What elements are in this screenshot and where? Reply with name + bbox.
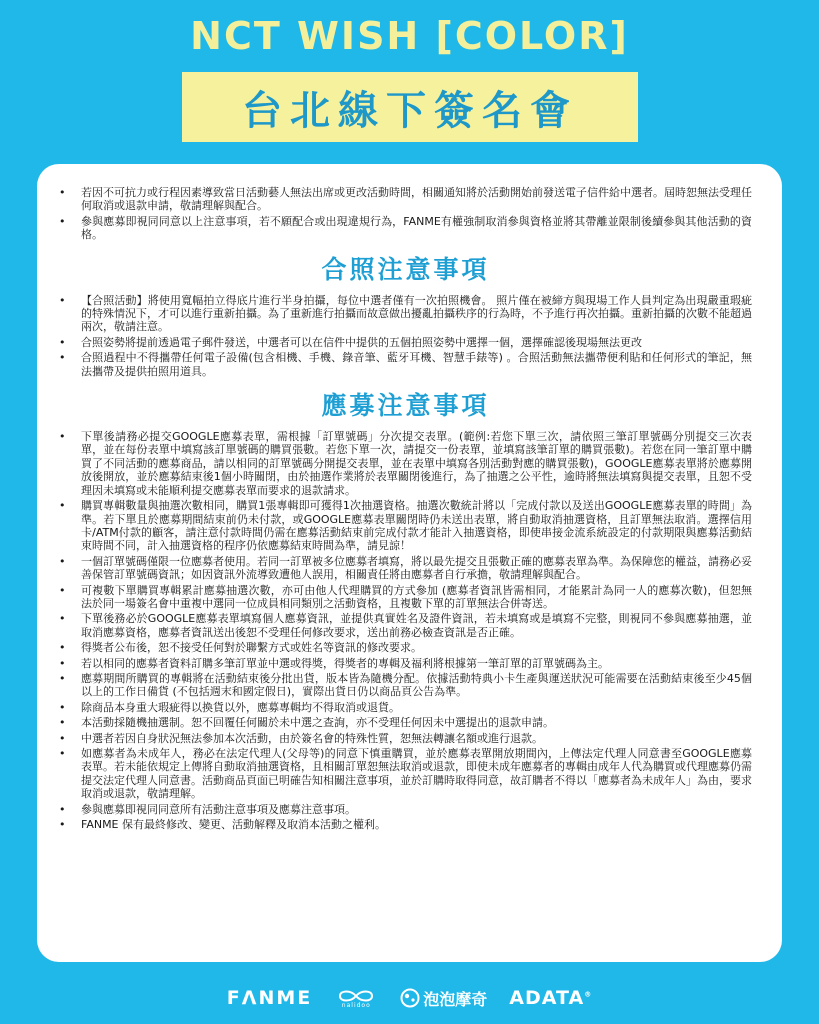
nalidoo-logo <box>334 988 378 1009</box>
list-item: • 應募期間所購買的專輯將在活動結束後分批出貨，版本皆為隨機分配。依據活動特典小卡生產與運送狀況可能需要在活動結束後至少45個以上的工作日備貨 (不包括週末和國定假日)，實際出貨日仍以商品頁公告為準。 <box>59 672 752 699</box>
registered-mark: ® <box>584 990 593 999</box>
paopao-logo-text: 泡泡摩奇 <box>423 989 488 1009</box>
sponsor-logos <box>0 980 819 1016</box>
fanme-logo: FΛNME <box>226 987 313 1009</box>
list-item: • 一個訂單號碼僅限一位應募者使用。若同一訂單被多位應募者填寫，將以最先提交且張數正確的應募表單為準。為保障您的權益，請務必妥善保管訂單號碼資訊；如因資訊外流導致遭他人誤用，相關責任將由應募者自行承擔，敬請理解與配合。 <box>59 555 752 582</box>
list-item: • 中選者若因自身狀況無法參加本次活動，由於簽名會的特殊性質，恕無法轉讓名額或進行退款。 <box>59 732 752 745</box>
list-item: • 如應募者為未成年人，務必在法定代理人(父母等)的同意下慎重購買，並於應募表單開放期間內，上傳法定代理人同意書至GOOGLE應募表單。若未能依規定上傳將自動取消抽選資格，且相關訂單恕無法取消或退款，即使未成年應募者的專輯由成年人代為購買或代理應募仍需提交法定代理人同意書。活動商品頁面已明確告知相關注意事項，並於訂購時取得同意，故訂購者不得以「應募者為未成年人」為由，要求取消或退款，敬請理解。 <box>59 747 752 801</box>
list-item: • 【合照活動】將使用寬幅拍立得底片進行半身拍攝，每位中選者僅有一次拍照機會。 照片僅在被締方與現場工作人員判定為出現嚴重瑕疵的特殊情況下，才可以進行重新拍攝。為了重新進行拍攝而故意做出擾亂拍攝秩序的行為時，不予進行再次拍攝。重新拍攝的次數不能超過兩次，敬請注意。 <box>59 294 752 334</box>
list-item: • 合照姿勢將提前透過電子郵件發送，中選者可以在信件中提供的五個拍照姿勢中選擇一個，選擇確認後現場無法更改 <box>59 336 752 349</box>
list-item: • 參與應募即視同同意以上注意事項，若不願配合或出現違規行為，FANME有權強制取消參與資格並將其帶離並限制後續參與其他活動的資格。 <box>59 215 752 242</box>
adata-logo <box>509 987 592 1009</box>
adata-logo-text: ADATA <box>509 987 585 1009</box>
photo-section-heading: 合照注意事項 <box>321 254 490 284</box>
notice-panel <box>37 164 782 962</box>
apply-notes <box>59 430 752 831</box>
list-item: • 若以相同的應募者資料訂購多筆訂單並中選或得獎，得獎者的專輯及福利將根據第一筆訂單的訂單號碼為主。 <box>59 657 752 670</box>
list-item: • 合照過程中不得攜帶任何電子設備(包含相機、手機、錄音筆、藍牙耳機、智慧手錶等) 。合照活動無法攜帶便利貼和任何形式的筆記，無法攜帶及提供拍照用道具。 <box>59 351 752 378</box>
title-banner <box>182 72 638 142</box>
apply-section-heading: 應募注意事項 <box>321 391 490 421</box>
bubble-icon <box>400 988 420 1008</box>
list-item: • 購買專輯數量與抽選次數相同，購買1張專輯即可獲得1次抽選資格。抽選次數統計將以「完成付款以及送出GOOGLE應募表單的時間」為準。若下單且於應募期間結束前仍未付款，或GOOGLE應募表單關閉時仍未送出表單，將自動取消抽選資格，且訂單無法取消。選擇信用卡/ATM付款的顧客，請注意付款時間仍需在應募活動結束前完成付款才能計入抽選資格，即使串接金流系統設定的付款期限與應募活動結束時間不同，計入抽選資格的程序仍依應募結束時間為準，請見諒！ <box>59 499 752 553</box>
list-item: • FANME 保有最終修改、變更、活動解釋及取消本活動之權利。 <box>59 818 752 831</box>
list-item: • 本活動採隨機抽選制。恕不回覆任何關於未中選之查詢，亦不受理任何因未中選提出的退款申請。 <box>59 716 752 729</box>
event-title: NCT WISH [COLOR] <box>190 14 629 58</box>
paopao-logo <box>400 987 487 1010</box>
list-item: • 得獎者公布後，恕不接受任何對於聯繫方式或姓名等資訊的修改要求。 <box>59 641 752 654</box>
photo-notes <box>59 294 752 378</box>
banner-title: 台北線下簽名會 <box>242 87 578 134</box>
list-item: • 下單後請務必提交GOOGLE應募表單，需根據「訂單號碼」分次提交表單。(範例:若您下單三次，請依照三筆訂單號碼分別提交三次表單，並在每份表單中填寫該訂單號碼的購買張數。若您下單一次，請提交一份表單，並填寫該筆訂單的購買張數)。若您在同一筆訂單中購買了不同活動的應募商品，請以相同的訂單號碼分開提交表單，並在表單中填寫各別活動對應的購買張數)，GOOGLE應募表單將於應募開放後開放，並於應募結束後1個小時關閉，由於抽選作業將於表單關閉後進行，為了抽選之公平性，逾時將無法填寫與提交表單，且恕不受理因未填寫或未能順利提交應募表單而要求的退款請求。 <box>59 430 752 497</box>
nalidoo-logo-text: nalidoo <box>341 1001 371 1009</box>
list-item: • 可複數下單購買專輯累計應募抽選次數，亦可由他人代理購買的方式參加 (應募者資訊皆需相同，才能累計為同一人的應募次數)，但恕無法於同一場簽名會中重複中選同一位成員相同類別之活動資格，且複數下單的訂單無法合併寄送。 <box>59 584 752 611</box>
intro-notes <box>59 186 752 242</box>
list-item: • 除商品本身重大瑕疵得以換貨以外，應募專輯均不得取消或退貨。 <box>59 701 752 714</box>
list-item: • 參與應募即視同同意所有活動注意事項及應募注意事項。 <box>59 803 752 816</box>
list-item: • 若因不可抗力或行程因素導致當日活動藝人無法出席或更改活動時間，相關通知將於活動開始前發送電子信件給中選者。屆時恕無法受理任何取消或退款申請，敬請理解與配合。 <box>59 186 752 213</box>
list-item: • 下單後務必於GOOGLE應募表單填寫個人應募資訊，並提供真實姓名及證件資訊，若未填寫或是填寫不完整，則視同不參與應募抽選，並取消應募資格，應募者資訊送出後恕不受理任何修改要求，送出前務必檢查資訊是否正確。 <box>59 612 752 639</box>
